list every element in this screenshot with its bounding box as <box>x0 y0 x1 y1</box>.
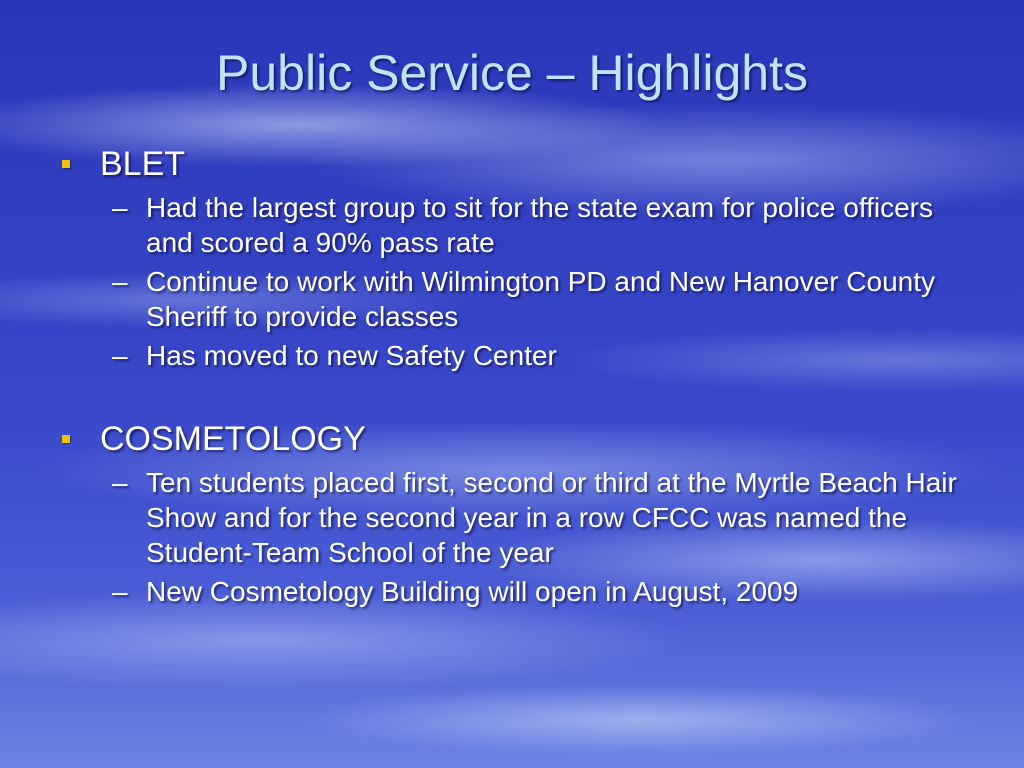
square-bullet-icon <box>62 435 70 443</box>
dash-icon: – <box>112 266 128 297</box>
bullet-heading: BLET <box>100 145 186 183</box>
sub-bullet <box>112 264 982 334</box>
section-blet <box>62 140 982 373</box>
slide-title: Public Service – Highlights <box>216 45 808 101</box>
dash-icon: – <box>112 467 128 498</box>
sub-bullet <box>112 574 982 609</box>
sub-bullet-text: New Cosmetology Building will open in August, 2009 <box>146 576 799 607</box>
bullet-blet <box>62 140 982 188</box>
section-cosmetology <box>62 415 982 609</box>
square-bullet-icon <box>62 160 70 168</box>
sub-bullet-text: Has moved to new Safety Center <box>146 340 557 371</box>
sub-bullet-text: Continue to work with Wilmington PD and New Hanover County Sheriff to provide classes <box>146 266 936 332</box>
sub-bullet <box>112 190 982 260</box>
bullet-heading: COSMETOLOGY <box>100 420 366 458</box>
dash-icon: – <box>112 192 128 223</box>
sub-bullet-text: Ten students placed first, second or third at the Myrtle Beach Hair Show and for the second year in a row CFCC was named the Student-Team School of the year <box>146 467 957 568</box>
sub-bullet <box>112 465 982 570</box>
sub-bullet-text: Had the largest group to sit for the state exam for police officers and scored a 90% pass rate <box>146 192 933 258</box>
slide-content <box>62 140 982 651</box>
bullet-cosmetology <box>62 415 982 463</box>
dash-icon: – <box>112 340 128 371</box>
sub-bullet <box>112 338 982 373</box>
dash-icon: – <box>112 576 128 607</box>
